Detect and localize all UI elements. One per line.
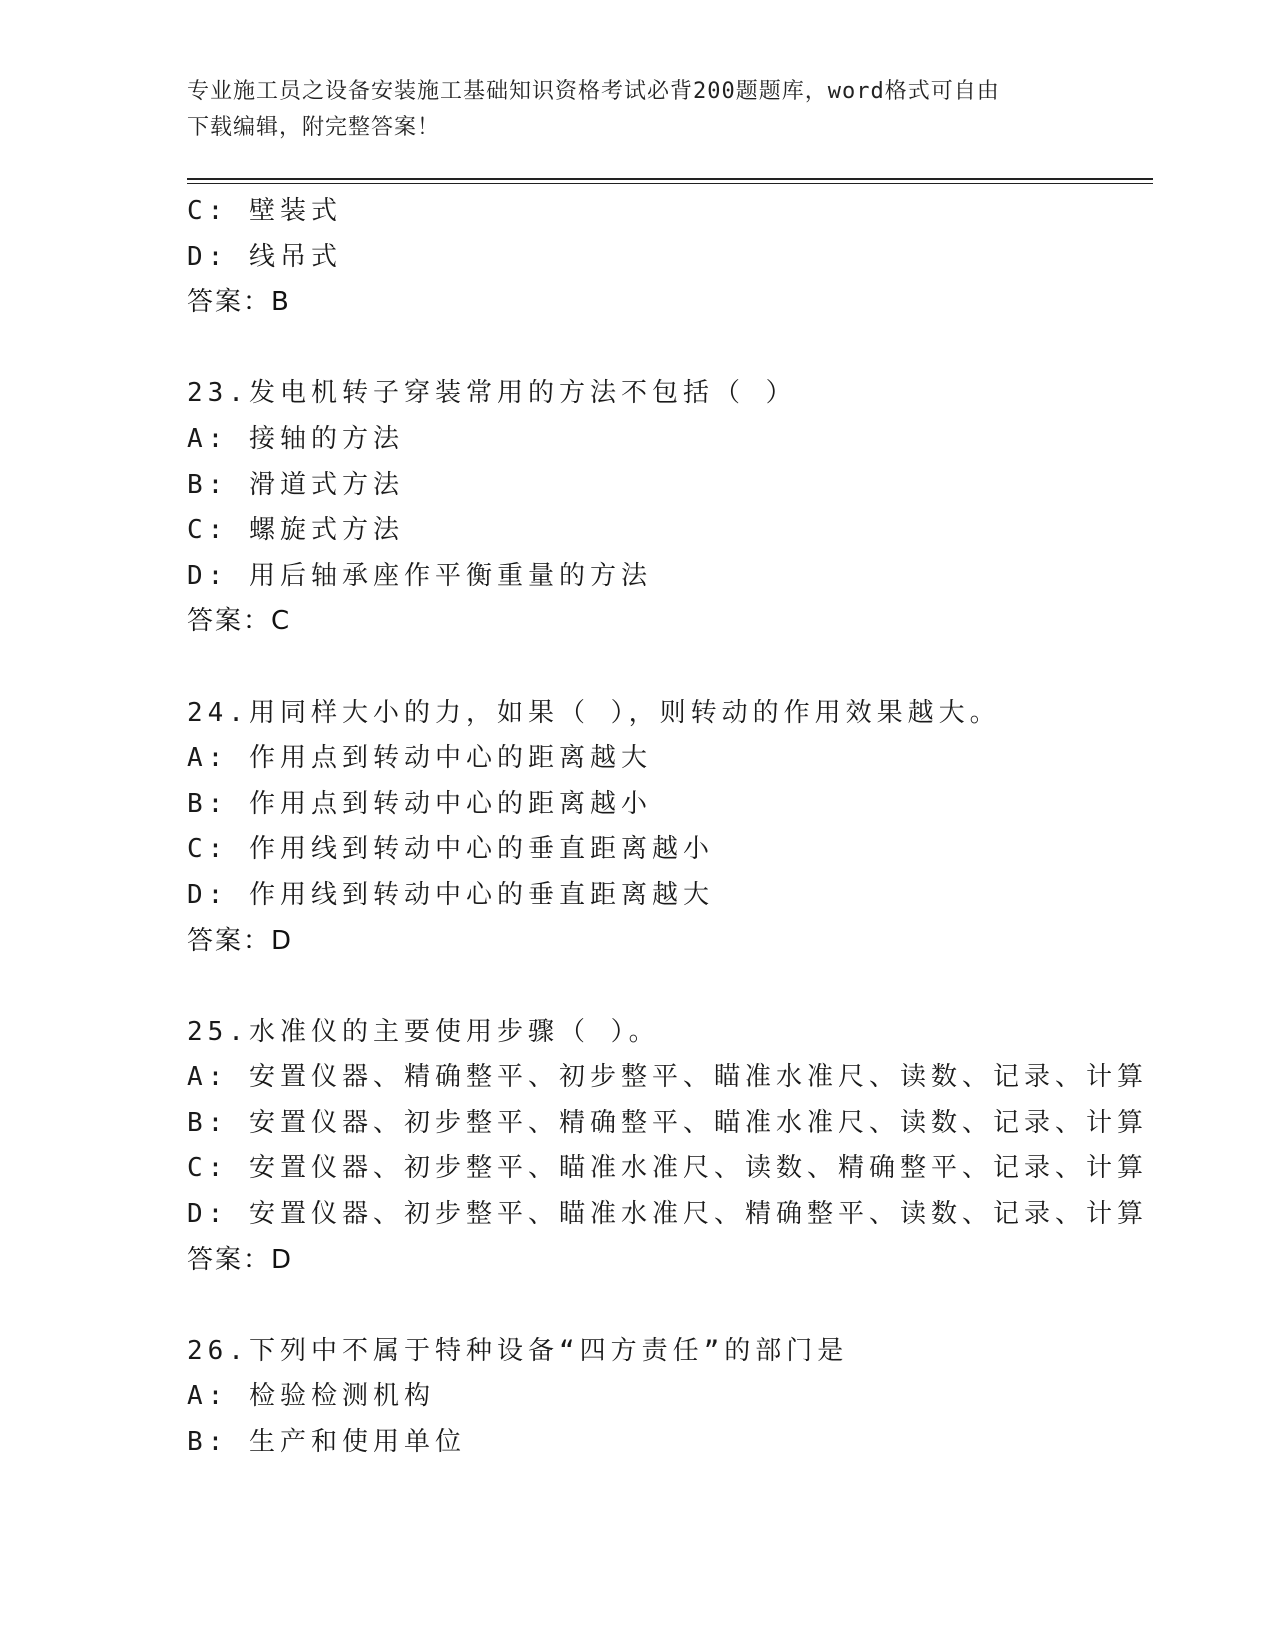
option-d: D: 安置仪器、初步整平、瞄准水准尺、精确整平、读数、记录、计算 bbox=[187, 1199, 1148, 1230]
document-header bbox=[187, 74, 1077, 146]
question-list bbox=[187, 189, 1148, 1466]
question-block-24 bbox=[187, 691, 1127, 965]
option-c: C: 螺旋式方法 bbox=[187, 515, 404, 546]
question-stem: 25.水准仪的主要使用步骤（ ）。 bbox=[187, 1016, 660, 1047]
header-line-1: 专业施工员之设备安装施工基础知识资格考试必背200题题库，word格式可自由 bbox=[187, 79, 1000, 104]
header-rule-thick bbox=[187, 178, 1153, 180]
option-d: D: 线吊式 bbox=[187, 241, 342, 272]
option-b: B: 作用点到转动中心的距离越小 bbox=[187, 788, 652, 819]
option-a: A: 检验检测机构 bbox=[187, 1381, 435, 1412]
option-c: C: 作用线到转动中心的垂直距离越小 bbox=[187, 834, 714, 865]
question-block-22 bbox=[187, 189, 1127, 326]
spacer bbox=[187, 1283, 1127, 1329]
option-b: B: 安置仪器、初步整平、精确整平、瞄准水准尺、读数、记录、计算 bbox=[187, 1107, 1148, 1138]
option-a: A: 接轴的方法 bbox=[187, 423, 404, 454]
question-stem: 26.下列中不属于特种设备“四方责任”的部门是 bbox=[187, 1335, 849, 1366]
header-line-2: 下载编辑，附完整答案！ bbox=[187, 115, 441, 140]
answer-line: 答案：C bbox=[187, 606, 292, 637]
spacer bbox=[187, 964, 1127, 1010]
spacer bbox=[187, 326, 1127, 372]
option-b: B: 生产和使用单位 bbox=[187, 1427, 466, 1458]
option-b: B: 滑道式方法 bbox=[187, 469, 404, 500]
answer-line: 答案：B bbox=[187, 287, 291, 318]
answer-line: 答案：D bbox=[187, 925, 294, 956]
question-block-23 bbox=[187, 371, 1127, 645]
question-block-26 bbox=[187, 1329, 1127, 1466]
question-block-25 bbox=[187, 1010, 1148, 1284]
answer-line: 答案：D bbox=[187, 1244, 294, 1275]
question-stem: 23.发电机转子穿装常用的方法不包括（ ） bbox=[187, 378, 797, 409]
option-c: C: 壁装式 bbox=[187, 196, 342, 226]
option-a: A: 安置仪器、精确整平、初步整平、瞄准水准尺、读数、记录、计算 bbox=[187, 1062, 1148, 1093]
question-stem: 24.用同样大小的力，如果（ ），则转动的作用效果越大。 bbox=[187, 697, 1001, 728]
option-d: D: 用后轴承座作平衡重量的方法 bbox=[187, 560, 652, 591]
option-d: D: 作用线到转动中心的垂直距离越大 bbox=[187, 879, 714, 910]
spacer bbox=[187, 645, 1127, 691]
option-a: A: 作用点到转动中心的距离越大 bbox=[187, 743, 652, 774]
header-rule-thin bbox=[187, 183, 1153, 184]
option-c: C: 安置仪器、初步整平、瞄准水准尺、读数、精确整平、记录、计算 bbox=[187, 1153, 1148, 1184]
